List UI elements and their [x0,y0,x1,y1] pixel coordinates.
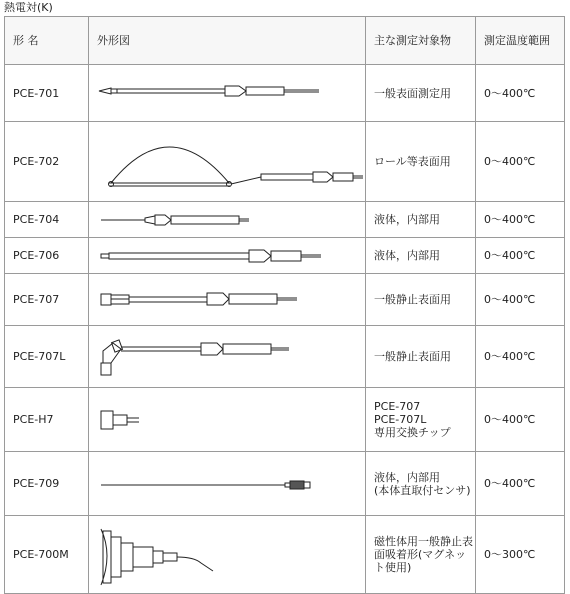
model-cell: PCE-704 [5,202,89,238]
shape-cell [89,122,366,202]
shape-cell [89,65,366,122]
range-cell: 0～400℃ [476,122,565,202]
range-cell: 0～400℃ [476,202,565,238]
table-row [5,388,565,452]
range-cell: 0～400℃ [476,238,565,274]
table-caption: 熱電対(K) [4,1,53,14]
table-row [5,326,565,388]
model-cell: PCE-706 [5,238,89,274]
target-cell: 磁性体用一般静止表面吸着形(マグネット使用) [366,516,476,594]
target-cell: ロール等表面用 [366,122,476,202]
model-cell: PCE-709 [5,452,89,516]
thermocouple-spec-table [4,16,565,594]
range-cell: 0～400℃ [476,326,565,388]
model-cell: PCE-701 [5,65,89,122]
model-cell: PCE-H7 [5,388,89,452]
shape-cell [89,238,366,274]
header-row [5,17,565,65]
range-cell: 0～400℃ [476,388,565,452]
shape-cell [89,452,366,516]
table-row [5,238,565,274]
target-cell: 液体，内部用 (本体直取付センサ) [366,452,476,516]
probe-pce-707-drawing [89,277,366,323]
model-cell: PCE-700M [5,516,89,594]
shape-cell [89,326,366,388]
target-cell: 一般表面測定用 [366,65,476,122]
header-model: 形 名 [5,17,89,65]
table-row [5,516,565,594]
target-cell: 液体，内部用 [366,238,476,274]
shape-cell [89,202,366,238]
target-cell: 一般静止表面用 [366,326,476,388]
probe-pce-704-drawing [89,205,366,235]
range-cell: 0～300℃ [476,516,565,594]
target-cell: 一般静止表面用 [366,274,476,326]
table-row [5,202,565,238]
tip-pce-h7-drawing [89,391,366,449]
target-cell: PCE-707 PCE-707L 専用交換チップ [366,388,476,452]
table-row [5,122,565,202]
range-cell: 0～400℃ [476,274,565,326]
model-cell: PCE-707 [5,274,89,326]
table-row [5,65,565,122]
probe-pce-709-drawing [89,455,366,513]
header-range: 測定温度範囲 [476,17,565,65]
header-target: 主な測定対象物 [366,17,476,65]
probe-pce-701-drawing [89,68,366,118]
model-cell: PCE-707L [5,326,89,388]
probe-pce-706-drawing [89,241,366,271]
range-cell: 0～400℃ [476,452,565,516]
shape-cell [89,516,366,594]
shape-cell [89,274,366,326]
table-row [5,274,565,326]
range-cell: 0～400℃ [476,65,565,122]
target-cell: 液体，内部用 [366,202,476,238]
model-cell: PCE-702 [5,122,89,202]
probe-pce-702-drawing [89,125,366,199]
probe-pce-707l-drawing [89,329,366,385]
probe-pce-700m-drawing [89,519,366,591]
shape-cell [89,388,366,452]
table-row [5,452,565,516]
header-shape: 外形図 [89,17,366,65]
